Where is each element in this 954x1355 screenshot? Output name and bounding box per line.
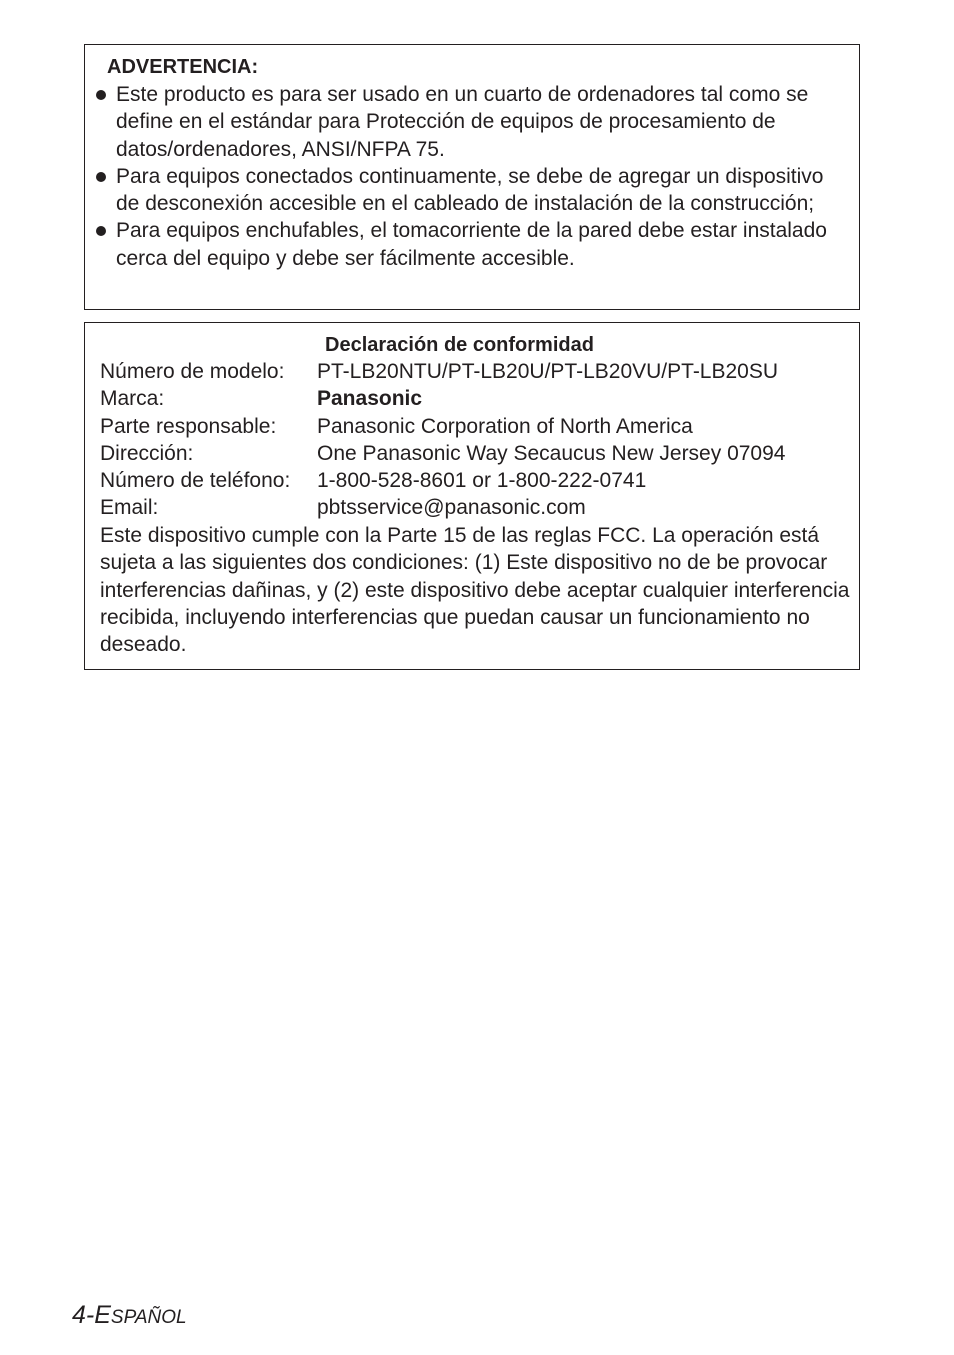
list-item xyxy=(95,163,851,218)
row-label: Número de teléfono: xyxy=(100,469,291,493)
row-value: pbtsservice@panasonic.com xyxy=(317,496,586,520)
conformity-table xyxy=(100,358,785,522)
table-row xyxy=(100,358,785,385)
brand-value: Panasonic xyxy=(317,387,423,411)
fcc-statement: Este dispositivo cumple con la Parte 15 de las reglas FCC. La operación está sujeta a las siguientes dos condiciones: (1) Este dispositivo no de be provocar interferencias dañinas, y (2) este dispositivo debe aceptar cualquier interferencia recibida, incluyendo interferencias que puedan causar un funcionamiento no deseado. xyxy=(100,524,850,657)
bullet-icon xyxy=(96,90,106,100)
row-value: Panasonic Corporation of North America xyxy=(317,414,693,438)
row-value: One Panasonic Way Secaucus New Jersey 07094 xyxy=(317,441,786,465)
list-item xyxy=(95,217,851,272)
table-row xyxy=(100,385,785,412)
table-row xyxy=(100,440,785,467)
warning-item-text: Para equipos conectados continuamente, se debe de agregar un dispositivo de desconexión accesible en el cableado de instalación de la construcción; xyxy=(116,164,824,216)
list-item xyxy=(95,81,851,163)
row-label: Parte responsable: xyxy=(100,414,277,438)
page-number: 4-E xyxy=(72,1301,111,1329)
row-label: Dirección: xyxy=(100,441,194,465)
row-label: Número de modelo: xyxy=(100,360,285,383)
warning-box xyxy=(84,44,860,310)
warning-item-text: Este producto es para ser usado en un cuarto de ordenadores tal como se define en el estándar para Protección de equipos de procesamiento de datos/ordenadores, ANSI/NFPA 75. xyxy=(116,83,809,161)
table-row xyxy=(100,467,785,494)
conformity-box xyxy=(84,322,860,670)
bullet-icon xyxy=(96,226,106,236)
row-value: PT-LB20NTU/PT-LB20U/PT-LB20VU/PT-LB20SU xyxy=(317,360,779,383)
row-label: Marca: xyxy=(100,387,165,411)
warning-title: ADVERTENCIA: xyxy=(107,56,259,78)
conformity-title: Declaración de conformidad xyxy=(325,334,594,356)
table-row xyxy=(100,494,785,521)
table-row xyxy=(100,413,785,440)
bullet-icon xyxy=(96,172,106,182)
warning-item-text: Para equipos enchufables, el tomacorriente de la pared debe estar instalado cerca del equipo y debe ser fácilmente accesible. xyxy=(116,219,827,270)
row-label: Email: xyxy=(100,496,159,520)
page-footer xyxy=(72,1300,187,1333)
row-value: 1-800-528-8601 or 1-800-222-0741 xyxy=(317,469,647,493)
language-label: SPAÑOL xyxy=(110,1307,187,1328)
warning-list xyxy=(95,81,851,272)
